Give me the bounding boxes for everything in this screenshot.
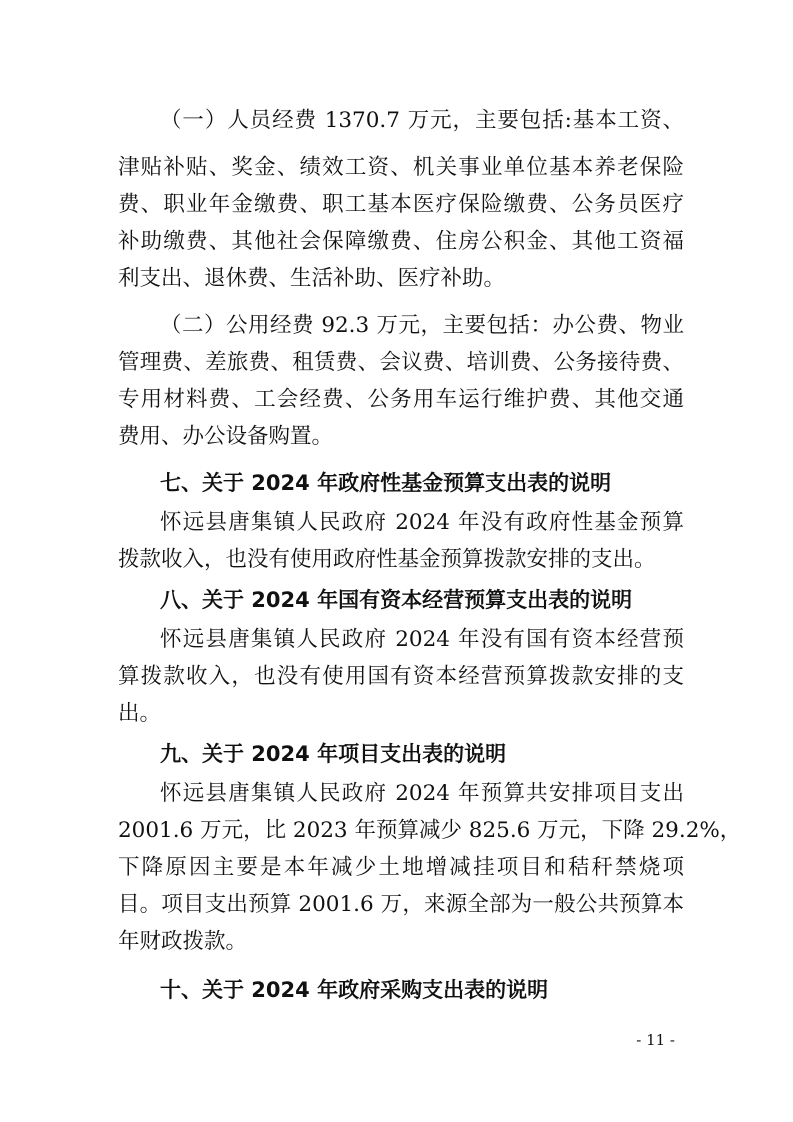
paragraph-public-line-2: 管理费、差旅费、租赁费、会议费、培训费、公务接待费、 [118, 350, 684, 375]
paragraph-project-line-1: 怀远县唐集镇人民政府 2024 年预算共安排项目支出 [160, 781, 684, 806]
paragraph-project-line-5: 年财政拨款。 [118, 929, 248, 954]
paragraph-project-line-4: 目。项目支出预算 2001.6 万，来源全部为一般公共预算本 [118, 892, 684, 917]
paragraph-project-line-2: 2001.6 万元，比 2023 年预算减少 825.6 万元，下降 29.2%， [118, 818, 742, 843]
paragraph-capital-line-2: 算拨款收入，也没有使用国有资本经营预算拨款安排的支 [118, 664, 684, 689]
paragraph-public-line-4: 费用、办公设备购置。 [118, 424, 334, 449]
paragraph-personnel-line-4: 补助缴费、其他社会保障缴费、住房公积金、其他工资福 [118, 229, 684, 254]
heading-section-8: 八、关于 2024 年国有资本经营预算支出表的说明 [160, 588, 633, 612]
paragraph-personnel-line-1: （一）人员经费 1370.7 万元，主要包括:基本工资、 [160, 108, 684, 133]
heading-section-10: 十、关于 2024 年政府采购支出表的说明 [160, 978, 549, 1002]
paragraph-public-line-3: 专用材料费、工会经费、公务用车运行维护费、其他交通 [118, 387, 684, 412]
paragraph-capital-line-1: 怀远县唐集镇人民政府 2024 年没有国有资本经营预 [160, 627, 684, 652]
paragraph-fund-line-2: 拨款收入，也没有使用政府性基金预算拨款安排的支出。 [118, 547, 656, 572]
paragraph-public-line-1: （二）公用经费 92.3 万元，主要包括：办公费、物业 [160, 313, 684, 338]
paragraph-project-line-3: 下降原因主要是本年减少土地增减挂项目和秸秆禁烧项 [118, 855, 684, 880]
heading-section-7: 七、关于 2024 年政府性基金预算支出表的说明 [160, 471, 612, 495]
paragraph-personnel-line-3: 费、职业年金缴费、职工基本医疗保险缴费、公务员医疗 [118, 192, 684, 217]
heading-section-9: 九、关于 2024 年项目支出表的说明 [160, 742, 507, 766]
page-number: - 11 - [636, 1031, 675, 1049]
paragraph-personnel-line-5: 利支出、退休费、生活补助、医疗补助。 [118, 266, 506, 291]
paragraph-capital-line-3: 出。 [118, 701, 162, 726]
paragraph-personnel-line-2: 津贴补贴、奖金、绩效工资、机关事业单位基本养老保险 [118, 155, 684, 180]
paragraph-fund-line-1: 怀远县唐集镇人民政府 2024 年没有政府性基金预算 [160, 510, 684, 535]
